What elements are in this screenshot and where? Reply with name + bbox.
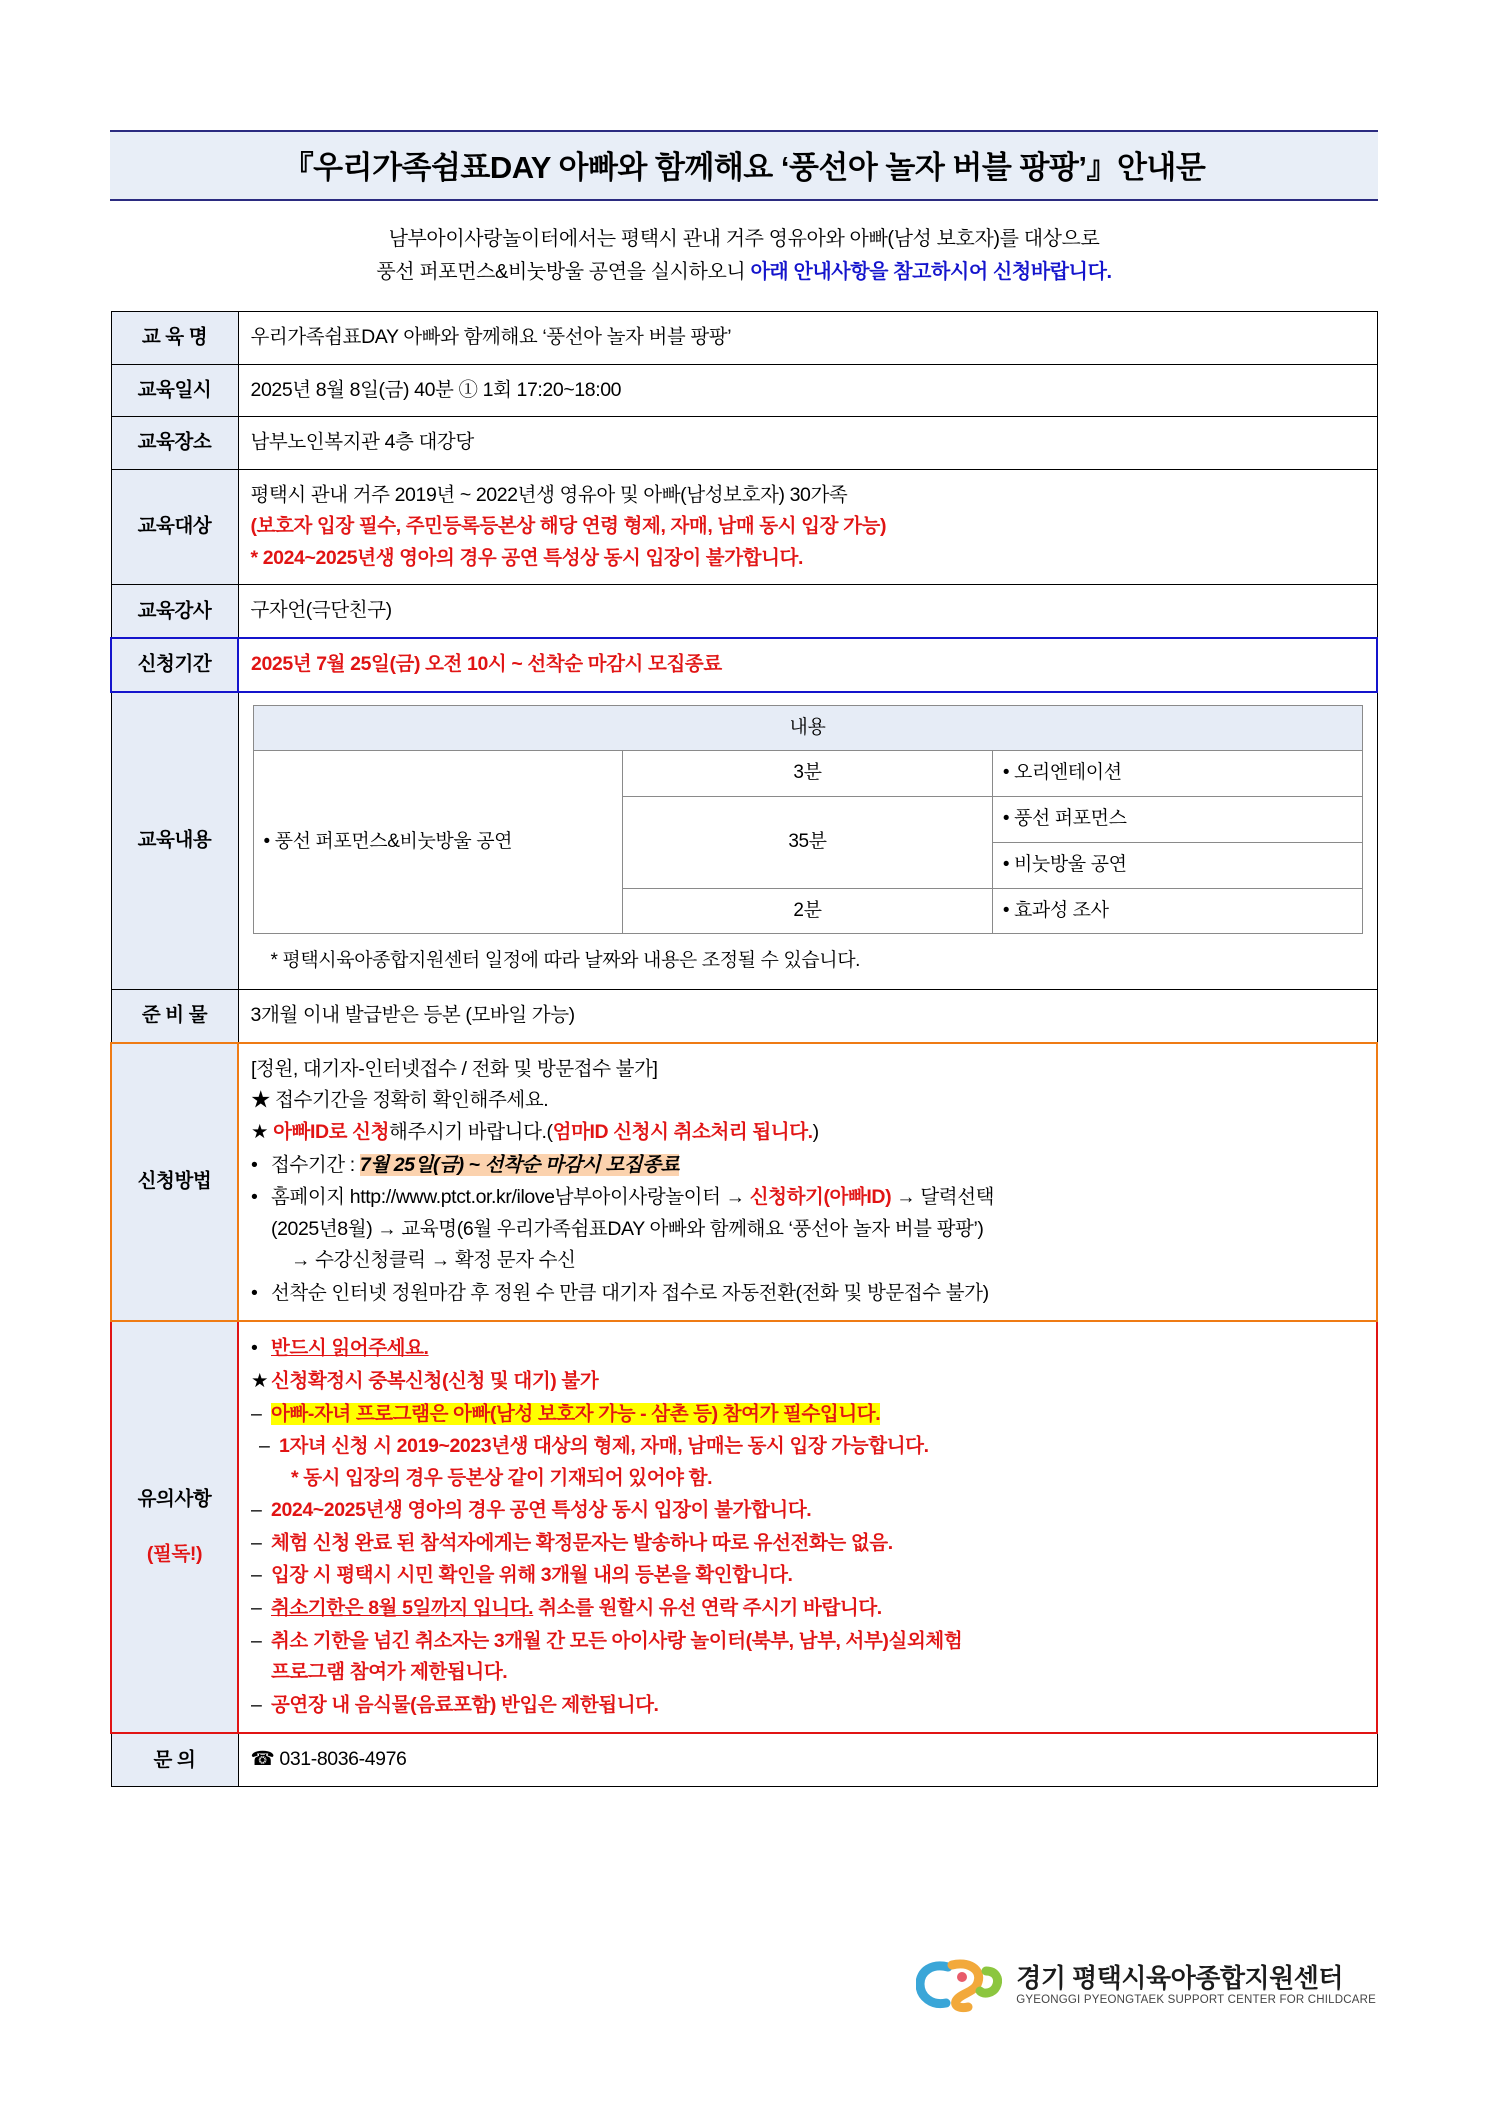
notice-item-7 [251,1528,1364,1560]
info-table [110,311,1378,1787]
dash-icon: – [251,1693,262,1716]
notice-text-1: 반드시 읽어주세요. [271,1337,429,1360]
label-contact: 문 의 [111,1733,238,1786]
notice-text-9-a: 취소기한은 8월 5일까지 입니다. [271,1597,534,1620]
method-line-5-b: 신청하기(아빠ID) [749,1186,892,1209]
method-line-8: 선착순 인터넷 정원마감 후 정원 수 만큼 대기자 접수로 자동전환(전화 및 방문접수 불가) [271,1281,989,1304]
page-title: 『우리가족쉼표DAY 아빠와 함께해요 ‘풍선아 놀자 버블 팡팡’』안내문 [110,130,1378,201]
target-line-3: * 2024~2025년생 영아의 경우 공연 특성상 동시 입장이 불가합니다. [250,546,804,569]
label-notice-main: 유의사항 [137,1488,212,1511]
dash-icon: – [251,1531,262,1554]
method-bullet-3 [251,1278,1364,1310]
dash-icon: – [251,1629,262,1652]
content-duration-2: 35분 [623,797,993,889]
content-duration-4: 2분 [623,888,993,934]
label-datetime: 교육일시 [111,364,238,417]
content-note: * 평택시육아종합지원센터 일정에 따라 날짜와 내용은 조정될 수 있습니다. [270,950,861,972]
dash-icon: – [251,1597,262,1620]
notice-item-1 [251,1333,1364,1365]
content-duration-1: 3분 [623,751,993,797]
method-line-5-c: → 달력선택 [891,1186,995,1209]
notice-text-5: * 동시 입장의 경우 등본상 같이 기재되어 있어야 함. [291,1466,713,1489]
method-line-2: ★ 접수기간을 정확히 확인해주세요. [251,1089,549,1112]
center-name-en: GYEONGGI PYEONGTAEK SUPPORT CENTER FOR CHILDCARE [1016,1993,1376,2006]
table-row-teacher [111,585,1377,638]
target-line-2: (보호자 입장 필수, 주민등록등본상 해당 연령 형제, 자매, 남매 동시 입장 가능) [250,515,887,538]
content-table-row-1 [253,751,1362,797]
value-contact: ☎ 031-8036-4976 [238,1733,1377,1786]
notice-item-9 [251,1593,1364,1625]
notice-item-10 [251,1626,1364,1689]
table-row-target [111,469,1377,585]
content-item-1: • 오리엔테이션 [992,751,1362,797]
intro-line-2 [110,256,1378,289]
method-line-3-a: 아빠ID로 신청 [273,1120,390,1143]
method-line-3-c: 엄마ID 신청시 취소처리 됩니다. [552,1120,813,1143]
method-line-5-a: 홈페이지 http://www.ptct.or.kr/ilove남부아이사랑놀이터 → [271,1186,750,1209]
label-target: 교육대상 [111,469,238,585]
dash-icon: – [251,1402,262,1425]
content-item-2: • 풍선 퍼포먼스 [992,797,1362,843]
content-table-header: 내용 [253,705,1362,751]
method-line-4-b: 7월 25일(금) ~ 선착순 마감시 모집종료 [359,1153,680,1176]
method-line-3-b: 해주시기 바랍니다.( [389,1120,553,1143]
dash-icon: – [251,1564,262,1587]
method-bullet-1 [251,1150,1364,1182]
method-line-4-a: 접수기간 : [271,1153,360,1176]
bullet-dot-icon: • [251,1337,258,1360]
value-teacher: 구자언(극단친구) [238,585,1377,638]
notice-item-4 [251,1431,1364,1494]
label-content: 교육내용 [111,692,238,990]
star-icon: ★ [251,1370,269,1392]
target-line-1: 평택시 관내 거주 2019년 ~ 2022년생 영유아 및 아빠(남성보호자) 30가족 [250,483,848,506]
notice-text-7: 체험 신청 완료 된 참석자에게는 확정문자는 발송하나 따로 유선전화는 없음. [271,1531,893,1554]
label-teacher: 교육강사 [111,585,238,638]
table-row-datetime [111,364,1377,417]
value-prepare: 3개월 이내 발급받은 등본 (모바일 가능) [238,990,1377,1043]
method-line-3-d: ) [812,1120,819,1143]
table-row-content [111,692,1377,990]
label-place: 교육장소 [111,417,238,470]
method-line-6: (2025년8월) → 교육명(6월 우리가족쉼표DAY 아빠와 함께해요 ‘풍선아 놀자 버블 팡팡’) [271,1217,984,1240]
value-course-name: 우리가족쉼표DAY 아빠와 함께해요 ‘풍선아 놀자 버블 팡팡’ [238,312,1377,365]
value-datetime: 2025년 8월 8일(금) 40분 ① 1회 17:20~18:00 [238,364,1377,417]
label-apply-period: 신청기간 [111,638,238,692]
label-notice-sub: (필독!) [146,1543,203,1566]
notice-text-2: 신청확정시 중복신청(신청 및 대기) 불가 [271,1370,599,1392]
table-row-method [111,1043,1377,1322]
notice-list [251,1333,1364,1721]
center-name-ko: 경기 평택시육아종합지원센터 [1016,1963,1343,1994]
table-row-contact [111,1733,1377,1786]
method-line-7: → 수강신청클릭 → 확정 문자 수신 [291,1249,576,1272]
intro-line-1: 남부아이사랑놀이터에서는 평택시 관내 거주 영유아와 아빠(남성 보호자)를 대상으로 [388,228,1100,250]
notice-text-11: 공연장 내 음식물(음료포함) 반입은 제한됩니다. [271,1693,659,1716]
content-item-4: • 효과성 조사 [992,888,1362,934]
notice-item-8 [251,1560,1364,1592]
center-name-block [1016,1964,1376,2006]
label-notice [111,1321,238,1733]
method-bullet-2 [251,1182,1364,1277]
content-table-header-row [253,705,1362,751]
content-item-3: • 비눗방울 공연 [992,842,1362,888]
table-row-notice [111,1321,1377,1733]
label-prepare: 준 비 물 [111,990,238,1043]
table-row-course-name [111,312,1377,365]
value-notice [238,1321,1377,1733]
table-row-apply-period [111,638,1377,692]
label-course-name: 교 육 명 [111,312,238,365]
method-bullet-list [251,1150,1364,1310]
notice-text-8: 입장 시 평택시 시민 확인을 위해 3개월 내의 등본을 확인합니다. [271,1564,793,1587]
bullet-dot-icon: • [251,1153,258,1176]
method-line-1: [정원, 대기자-인터넷접수 / 전화 및 방문접수 불가] [251,1057,658,1080]
value-place: 남부노인복지관 4층 대강당 [238,417,1377,470]
content-performance-cell: • 풍선 퍼포먼스&비눗방울 공연 [253,751,623,934]
footer-logo [916,1957,1376,2013]
table-row-place [111,417,1377,470]
notice-text-10b: 프로그램 참여가 제한됩니다. [271,1661,508,1684]
dash-icon: – [251,1499,262,1522]
notice-text-6: 2024~2025년생 영아의 경우 공연 특성상 동시 입장이 불가합니다. [271,1499,812,1522]
bullet-dot-icon: • [251,1281,258,1304]
intro-paragraph [110,223,1378,289]
intro-line-2-black: 풍선 퍼포먼스&비눗방울 공연을 실시하오니 [376,261,751,283]
dash-icon: – [259,1435,270,1458]
bullet-dot-icon: • [251,1186,258,1209]
label-method: 신청방법 [111,1043,238,1322]
notice-text-10: 취소 기한을 넘긴 취소자는 3개월 간 모든 아이사랑 놀이터(북부, 남부, 서부)실외체험 [271,1629,963,1652]
notice-item-2 [251,1366,1364,1398]
intro-line-2-blue: 아래 안내사항을 참고하시어 신청바랍니다. [750,261,1112,283]
notice-item-11 [251,1690,1364,1722]
method-line-3 [251,1117,1364,1149]
notice-text-4: 1자녀 신청 시 2019~2023년생 대상의 형제, 자매, 남매는 동시 입장 가능합니다. [279,1435,929,1458]
content-detail-table [253,705,1363,935]
notice-text-3: 아빠-자녀 프로그램은 아빠(남성 보호자 가능 - 삼촌 등) 참여가 필수입니다. [271,1402,881,1425]
value-apply-period: 2025년 7월 25일(금) 오전 10시 ~ 선착순 마감시 모집종료 [238,638,1377,692]
notice-item-3 [251,1399,1364,1431]
center-logo-icon [916,1957,1002,2013]
method-line-3-mark: ★ [251,1120,274,1143]
value-method [238,1043,1377,1322]
notice-item-6 [251,1495,1364,1527]
notice-text-9-b: 취소를 원할시 유선 연락 주시기 바랍니다. [533,1597,882,1620]
table-row-prepare [111,990,1377,1043]
value-content [238,692,1377,990]
value-target [238,469,1377,585]
